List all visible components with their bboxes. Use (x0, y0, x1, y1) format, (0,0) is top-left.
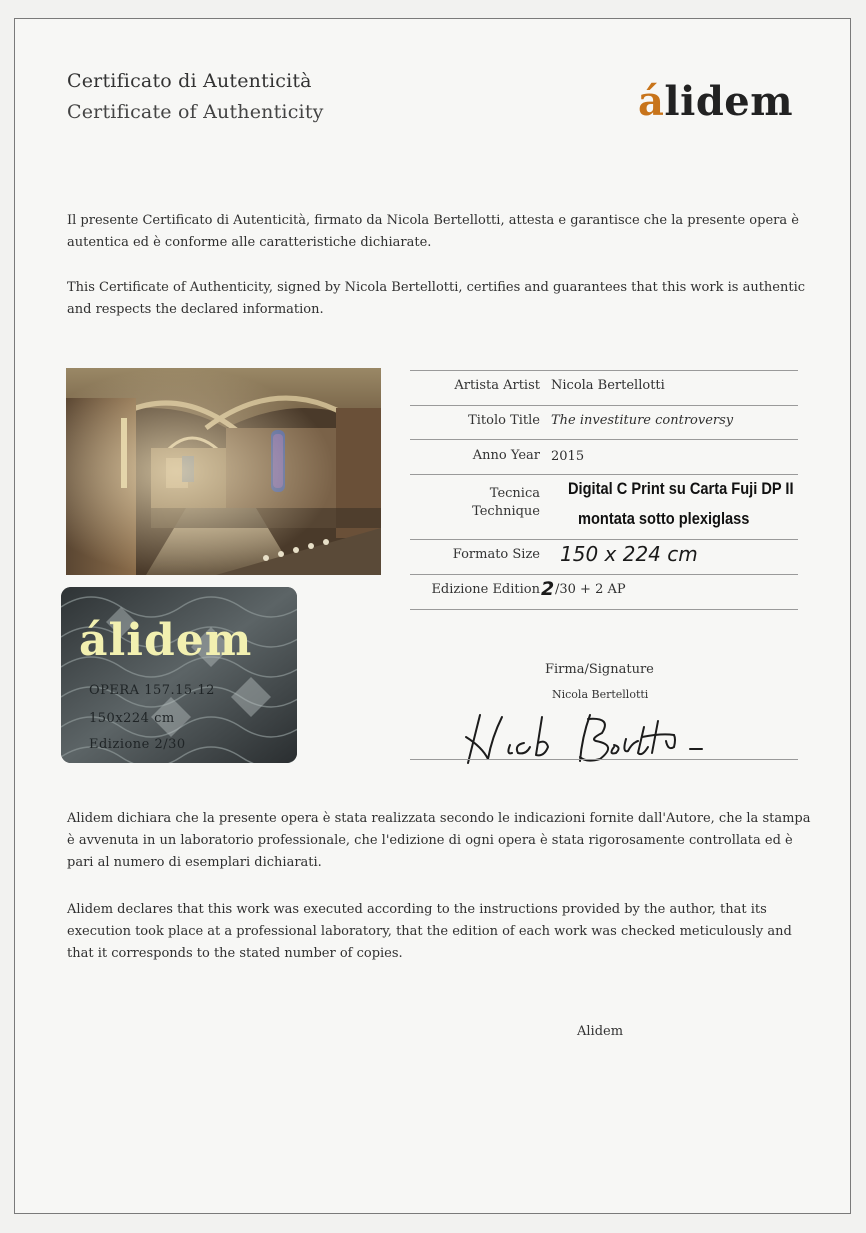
hologram-brand: álidem (79, 615, 253, 666)
declaration-english: Alidem declares that this work was executed according to the instructions provided by the author, that its execution took place at a professional laboratory, that the edition of each work was checked meticulously and that it corresponds to the stated number of copies. (67, 902, 792, 961)
detail-label-technique-it: Tecnica (489, 486, 540, 501)
intro-italian: Il presente Certificato di Autenticità, firmato da Nicola Bertellotti, attesta e garantisce che la presente opera è autentica ed è conforme alle caratteristiche dichiarate. (67, 213, 799, 250)
brand-accent: á (638, 78, 665, 125)
detail-row-title (410, 405, 798, 439)
detail-value-size: 150 x 224 cm (560, 542, 698, 566)
detail-label-technique (410, 485, 540, 521)
hologram-edition: Edizione 2/30 (89, 737, 186, 752)
hologram-seal (61, 587, 297, 763)
artwork-image (66, 368, 381, 575)
detail-value-artist: Nicola Bertellotti (551, 378, 665, 393)
detail-label-year: Anno Year (472, 448, 540, 463)
detail-row-year (410, 439, 798, 474)
hologram-opera: OPERA 157.15.12 (89, 683, 215, 698)
detail-label-title: Titolo Title (468, 413, 540, 428)
detail-label-size: Formato Size (452, 547, 540, 562)
artwork-details-table (410, 370, 798, 610)
detail-row-technique (410, 474, 798, 539)
title-english: Certificate of Authenticity (67, 101, 324, 123)
detail-row-size (410, 539, 798, 574)
detail-label-technique-en: Technique (472, 504, 540, 519)
detail-value-technique-2: montata sotto plexiglass (578, 509, 750, 528)
closing-signatory: Alidem (577, 1024, 624, 1039)
detail-row-edition (410, 574, 798, 610)
detail-value-technique-1: Digital C Print su Carta Fuji DP II (568, 479, 794, 498)
intro-english: This Certificate of Authenticity, signed by Nicola Bertellotti, certifies and guarantees that this work is authentic and respects the declared information. (67, 280, 806, 317)
brand-logo (638, 78, 793, 125)
signature-name: Nicola Bertellotti (552, 688, 649, 701)
hologram-size: 150x224 cm (89, 711, 175, 726)
title-italian: Certificato di Autenticità (67, 70, 312, 92)
handwritten-signature (462, 707, 722, 767)
declaration-italian: Alidem dichiara che la presente opera è stata realizzata secondo le indicazioni fornite dall'Autore, che la stampa è avvenuta in un laboratorio professionale, che l'edizione di ogni opera è stata rigorosamente controllata ed è pari al numero di esemplari dichiarati. (67, 811, 811, 870)
detail-label-artist: Artista Artist (454, 378, 540, 393)
signature-line (410, 759, 798, 760)
detail-value-year: 2015 (551, 449, 585, 464)
artwork-photo (66, 368, 381, 575)
brand-rest: lidem (664, 78, 794, 125)
detail-label-edition: Edizione Edition (431, 582, 540, 597)
detail-value-title: The investiture controversy (551, 413, 734, 428)
detail-value-edition-total: /30 + 2 AP (555, 582, 626, 597)
detail-row-artist (410, 370, 798, 405)
detail-value-edition-number: 2 (541, 578, 555, 600)
signature-title: Firma/Signature (545, 662, 654, 677)
